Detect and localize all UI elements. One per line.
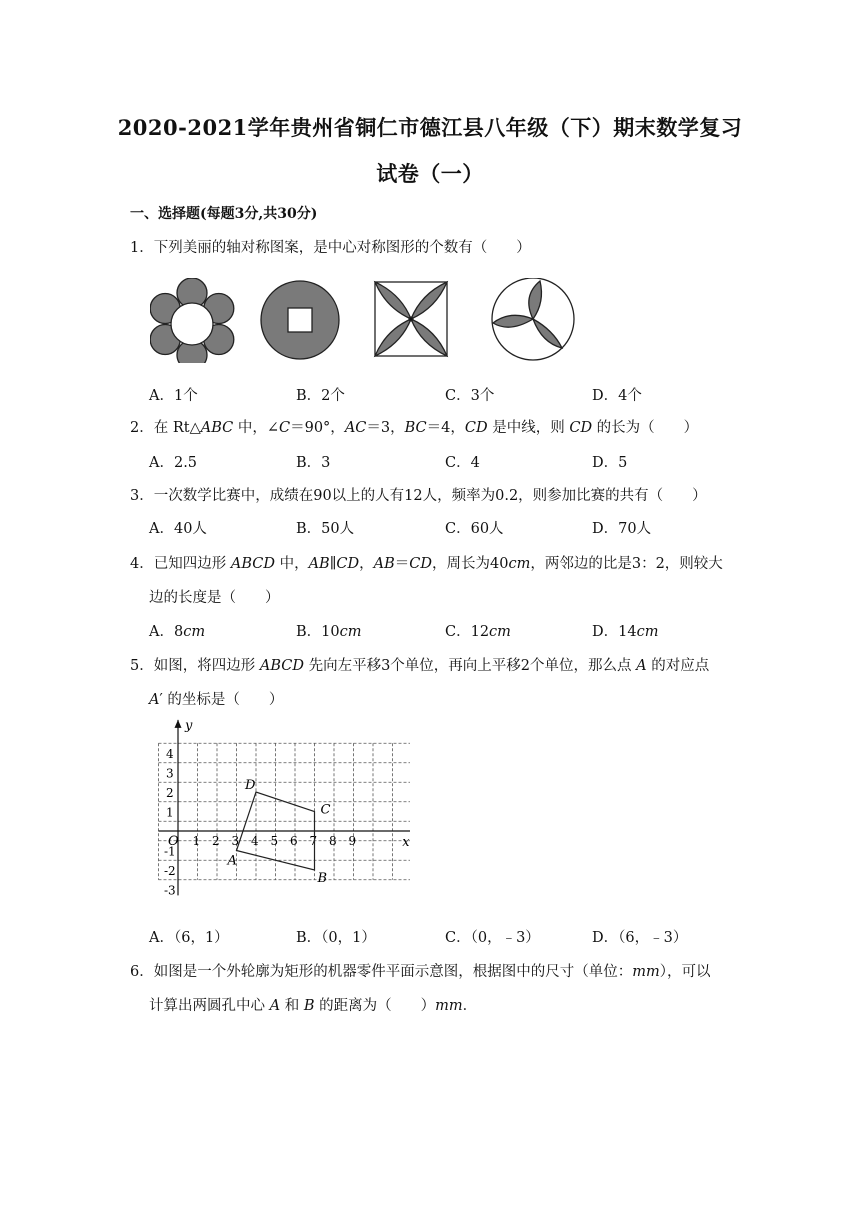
x-tick-label: 1: [192, 834, 201, 848]
q2-option-b[interactable]: B．3: [296, 455, 331, 471]
q2-part: AC: [344, 420, 367, 436]
x-axis-label: x: [402, 835, 410, 850]
q6-cont-part: mm: [435, 998, 463, 1014]
q2-part: ＝4，: [426, 420, 465, 436]
flower-figure: [150, 278, 234, 363]
q6-cont-part: 的距离为（ ）: [314, 998, 436, 1014]
q6-part: mm: [632, 964, 660, 980]
q6-cont-part: 和: [280, 998, 304, 1014]
question-1-figures: [150, 278, 590, 363]
grid-lines: [159, 743, 411, 880]
question-2-text: [130, 416, 698, 437]
question-5-continuation: [149, 688, 283, 709]
document-title-line1: 2020-2021学年贵州省铜仁市德江县八年级（下）期末数学复习: [117, 115, 743, 140]
document-title-line2: 试卷（一）: [376, 161, 484, 186]
q5-option-c[interactable]: C．（0，﹣3）: [445, 930, 540, 946]
square-petal-figure: [375, 282, 447, 356]
q5-option-a[interactable]: A．（6，1）: [149, 930, 229, 946]
question-6-text: [130, 960, 710, 981]
q4-option-d-value: D．14: [592, 624, 637, 640]
q3-option-a[interactable]: A．40人: [149, 521, 207, 537]
y-tick-label: 2: [166, 786, 174, 800]
coin-figure: [261, 281, 339, 359]
y-tick-label: -2: [164, 864, 176, 878]
q2-part: ＝3，: [366, 420, 405, 436]
q2-part: CD: [569, 420, 593, 436]
x-tick-label: 2: [212, 834, 220, 848]
q4-part: CD: [409, 556, 433, 572]
q4-part: ，: [359, 556, 374, 572]
x-tick-label: 5: [270, 834, 279, 848]
q2-part: 中，∠: [233, 420, 279, 436]
q5-cont-part: ′ 的坐标是（ ）: [159, 692, 284, 708]
x-tick-label: 3: [231, 834, 240, 848]
q4-option-a-value: A．8: [149, 624, 184, 640]
y-tick-label: 1: [166, 805, 174, 820]
q3-option-c[interactable]: C．60人: [445, 521, 504, 537]
y-tick-label: -3: [164, 883, 176, 898]
x-tick-label: 9: [348, 834, 357, 848]
y-tick-label: 4: [166, 747, 174, 761]
q2-option-d[interactable]: D．5: [592, 455, 628, 471]
point-label-c: C: [320, 802, 331, 818]
coordinate-grid-figure: [140, 712, 410, 917]
circle-three-petal-figure: [492, 278, 574, 360]
q4-option-c[interactable]: [445, 620, 511, 641]
q4-part: ABCD: [230, 556, 275, 572]
question-3-text: 3．一次数学比赛中，成绩在90以上的人有12人，频率为0.2，则参加比赛的共有（ ）: [130, 488, 707, 504]
q2-part: ABC: [200, 420, 234, 436]
q2-part: ＝90°，: [290, 420, 345, 436]
q5-option-d[interactable]: D．（6，﹣3）: [592, 930, 688, 946]
q4-option-b-value: B．10: [296, 624, 340, 640]
q4-part: cm: [508, 556, 531, 572]
q2-part: C: [279, 420, 291, 436]
q1-option-d[interactable]: D．4个: [592, 388, 642, 404]
q5-part: 的对应点: [646, 658, 710, 674]
question-4-text: [130, 552, 723, 573]
q1-option-a[interactable]: A．1个: [149, 388, 198, 404]
q4-part: 4．已知四边形: [130, 556, 231, 572]
y-axis-label: y: [185, 718, 193, 734]
q6-cont-part: ．: [462, 998, 478, 1014]
point-label-b: B: [317, 871, 328, 886]
q2-option-c[interactable]: C．4: [445, 455, 480, 471]
q3-option-b[interactable]: B．50人: [296, 521, 355, 537]
q4-option-d[interactable]: [592, 620, 658, 641]
q4-option-c-unit: cm: [489, 624, 511, 640]
axes: [159, 720, 411, 896]
q2-option-a[interactable]: A．2.5: [149, 455, 198, 471]
section-heading: 一、选择题(每题3分,共30分): [130, 206, 318, 222]
question-6-continuation: [149, 994, 477, 1015]
q2-part: 的长为（ ）: [592, 420, 699, 436]
q5-option-b[interactable]: B．（0，1）: [296, 930, 376, 946]
q4-part: ∥: [329, 556, 337, 572]
question-4-continuation: 边的长度是（ ）: [149, 590, 280, 606]
y-tick-label: -1: [164, 844, 176, 859]
y-tick-label: 3: [166, 766, 174, 781]
q5-part: ABCD: [259, 658, 304, 674]
q5-cont-part: A: [149, 692, 160, 708]
q4-option-d-unit: cm: [636, 624, 659, 640]
q4-part: CD: [336, 556, 360, 572]
q4-option-a-unit: cm: [183, 624, 206, 640]
point-label-a: A: [227, 853, 237, 869]
q5-part: 5．如图，将四边形: [130, 658, 260, 674]
q2-part: 2．在 Rt△: [130, 420, 201, 436]
q4-option-b-unit: cm: [339, 624, 362, 640]
q5-part: 先向左平移3个单位，再向上平移2个单位，那么点: [303, 658, 637, 674]
question-5-text: [130, 654, 709, 675]
q4-part: AB: [373, 556, 395, 572]
point-label-d: D: [245, 778, 256, 793]
q4-part: AB: [308, 556, 330, 572]
q6-part: 6．如图是一个外轮廓为矩形的机器零件平面示意图，根据图中的尺寸（单位：: [130, 964, 633, 980]
q6-cont-part: A: [269, 998, 281, 1014]
q1-option-c[interactable]: C．3个: [445, 388, 495, 404]
q2-part: CD: [464, 420, 488, 436]
q5-part: A: [636, 658, 647, 674]
q4-option-b[interactable]: [296, 620, 361, 641]
y-axis-arrow-icon: [175, 720, 182, 728]
q6-cont-part: 计算出两圆孔中心: [149, 998, 270, 1014]
x-tick-label: 6: [290, 834, 298, 848]
q3-option-d[interactable]: D．70人: [592, 521, 652, 537]
q4-part: 中，: [274, 556, 309, 572]
q2-part: BC: [404, 420, 427, 436]
q6-part: ），可以: [659, 964, 711, 980]
q4-option-c-value: C．12: [445, 624, 490, 640]
question-1-text: 1．下列美丽的轴对称图案，是中心对称图形的个数有（ ）: [130, 240, 531, 256]
q6-cont-part: B: [303, 998, 315, 1014]
q4-option-a[interactable]: [149, 620, 205, 641]
x-tick-label: 8: [329, 834, 337, 848]
q4-part: ，周长为40: [432, 556, 509, 572]
x-tick-label: 7: [309, 834, 318, 848]
x-tick-label: 4: [251, 834, 259, 848]
q4-part: ＝: [394, 556, 410, 572]
origin-label: O: [168, 834, 179, 849]
tick-labels: [164, 747, 356, 898]
q2-part: 是中线，则: [487, 420, 570, 436]
q4-part: ，两邻边的比是3：2，则较大: [530, 556, 723, 572]
q1-option-b[interactable]: B．2个: [296, 388, 345, 404]
